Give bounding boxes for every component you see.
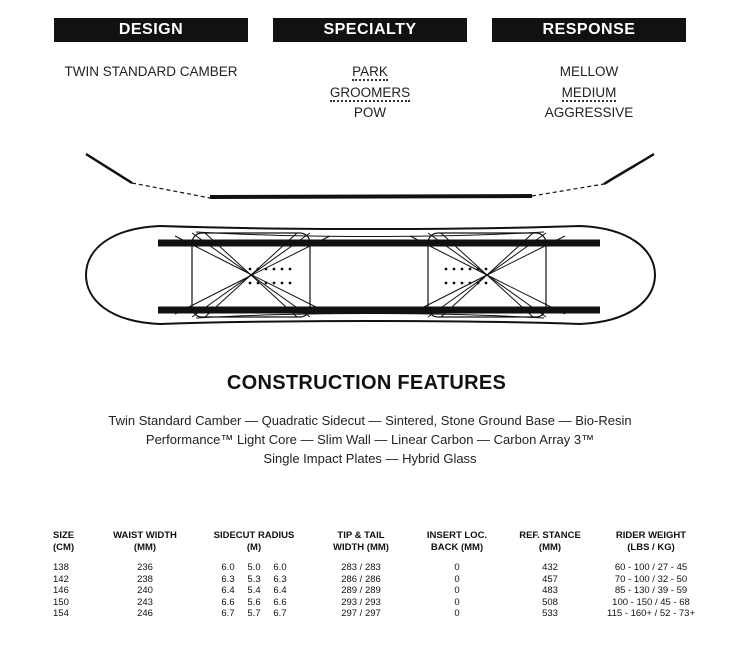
spec-table [47, 530, 707, 620]
sidecut-value: 6.3 [273, 573, 287, 585]
cell-waist-width: 238 [137, 573, 153, 585]
sidecut-value: 6.7 [273, 608, 287, 619]
cell-size: 150 [53, 596, 69, 608]
response-option-label: MELLOW [559, 64, 619, 79]
response-column [492, 62, 686, 124]
cell-ref-stance: 483 [542, 585, 558, 596]
header-size: SIZE (CM) [53, 530, 75, 553]
specialty-option [273, 83, 467, 104]
specialty-option-label: PARK [352, 64, 388, 79]
response-option-label: AGGRESSIVE [544, 105, 634, 120]
sidecut-value: 6.0 [221, 562, 235, 573]
cell-tip-tail-width: 293 / 293 [341, 596, 381, 608]
cell-insert-location: 0 [454, 596, 460, 608]
header-sidecut-radius: SIDECUT RADIUS (M) [213, 530, 295, 553]
cell-insert-location: 0 [454, 585, 460, 596]
cell-rider-weight: 60 - 100 / 27 - 45 [614, 562, 688, 573]
sidecut-value: 6.7 [221, 608, 235, 619]
cell-waist-width: 246 [137, 608, 153, 619]
spec-row [47, 562, 707, 574]
construction-line: Performance™ Light Core — Slim Wall — Linear Carbon — Carbon Array 3™ [145, 432, 595, 447]
design-column [54, 62, 248, 83]
sidecut-value: 5.0 [247, 562, 261, 573]
design-value: TWIN STANDARD CAMBER [64, 64, 238, 79]
specialty-option-label: POW [353, 105, 387, 120]
specialty-option [273, 62, 467, 83]
cell-sidecut-radius [195, 574, 313, 586]
cell-size: 142 [53, 573, 69, 585]
board-top-view-graphic [86, 226, 655, 324]
cell-ref-stance: 533 [542, 608, 558, 619]
cell-rider-weight: 70 - 100 / 32 - 50 [614, 573, 688, 585]
cell-waist-width: 240 [137, 585, 153, 596]
sidecut-value: 5.6 [247, 596, 261, 608]
sidecut-value: 5.7 [247, 608, 261, 619]
construction-title: CONSTRUCTION FEATURES [226, 372, 507, 394]
response-option [492, 83, 686, 104]
cell-insert-location: 0 [454, 562, 460, 573]
design-header: DESIGN [54, 18, 248, 42]
cell-tip-tail-width: 283 / 283 [341, 562, 381, 573]
cell-rider-weight: 85 - 130 / 39 - 59 [614, 585, 688, 596]
header-tip-tail-width: TIP & TAIL WIDTH (MM) [333, 530, 389, 553]
spec-row [47, 574, 707, 586]
cell-tip-tail-width: 297 / 297 [341, 608, 381, 619]
construction-line: Twin Standard Camber — Quadratic Sidecut — Sintered, Stone Ground Base — Bio-Resin [108, 413, 632, 428]
header-insert-location: INSERT LOC. BACK (MM) [426, 530, 488, 553]
cell-tip-tail-width: 289 / 289 [341, 585, 381, 596]
specialty-option [273, 103, 467, 124]
cell-ref-stance: 508 [542, 596, 558, 608]
sidecut-value: 6.3 [221, 573, 235, 585]
cell-ref-stance: 432 [542, 562, 558, 573]
header-ref-stance: REF. STANCE (MM) [519, 530, 581, 553]
specialty-column [273, 62, 467, 124]
cell-sidecut-radius [195, 608, 313, 620]
cell-sidecut-radius [195, 597, 313, 609]
spec-row [47, 585, 707, 597]
sidecut-value: 5.4 [247, 585, 261, 596]
cell-tip-tail-width: 286 / 286 [341, 573, 381, 585]
specialty-option-label: GROOMERS [329, 84, 411, 100]
spec-row [47, 608, 707, 620]
response-header: RESPONSE [492, 18, 686, 42]
sidecut-value: 5.3 [247, 573, 261, 585]
cell-insert-location: 0 [454, 608, 460, 619]
sidecut-value: 6.6 [221, 596, 235, 608]
cell-sidecut-radius [195, 585, 313, 597]
sidecut-value: 6.4 [273, 585, 287, 596]
cell-size: 146 [53, 585, 69, 596]
cell-waist-width: 236 [137, 562, 153, 573]
cell-size: 154 [53, 608, 69, 619]
sidecut-value: 6.4 [221, 585, 235, 596]
sidecut-value: 6.6 [273, 596, 287, 608]
cell-ref-stance: 457 [542, 573, 558, 585]
insert-dots-graphic [249, 268, 488, 285]
sidecut-value: 6.0 [273, 562, 287, 573]
response-option [492, 62, 686, 83]
construction-line: Single Impact Plates — Hybrid Glass [263, 451, 477, 466]
header-waist-width: WAIST WIDTH (MM) [113, 530, 177, 553]
camber-profile-graphic [86, 154, 654, 198]
board-illustration [0, 140, 733, 340]
response-option [492, 103, 686, 124]
cell-waist-width: 243 [137, 596, 153, 608]
construction-features-text [60, 411, 680, 468]
spec-row [47, 597, 707, 609]
cell-size: 138 [53, 562, 69, 573]
header-rider-weight: RIDER WEIGHT (LBS / KG) [615, 530, 687, 553]
cell-insert-location: 0 [454, 573, 460, 585]
response-option-label: MEDIUM [561, 84, 617, 100]
cell-rider-weight: 115 - 160+ / 52 - 73+ [606, 608, 696, 619]
cell-sidecut-radius [195, 562, 313, 574]
spec-header-row [47, 530, 707, 562]
specialty-header: SPECIALTY [273, 18, 467, 42]
cell-rider-weight: 100 - 150 / 45 - 68 [612, 596, 690, 608]
